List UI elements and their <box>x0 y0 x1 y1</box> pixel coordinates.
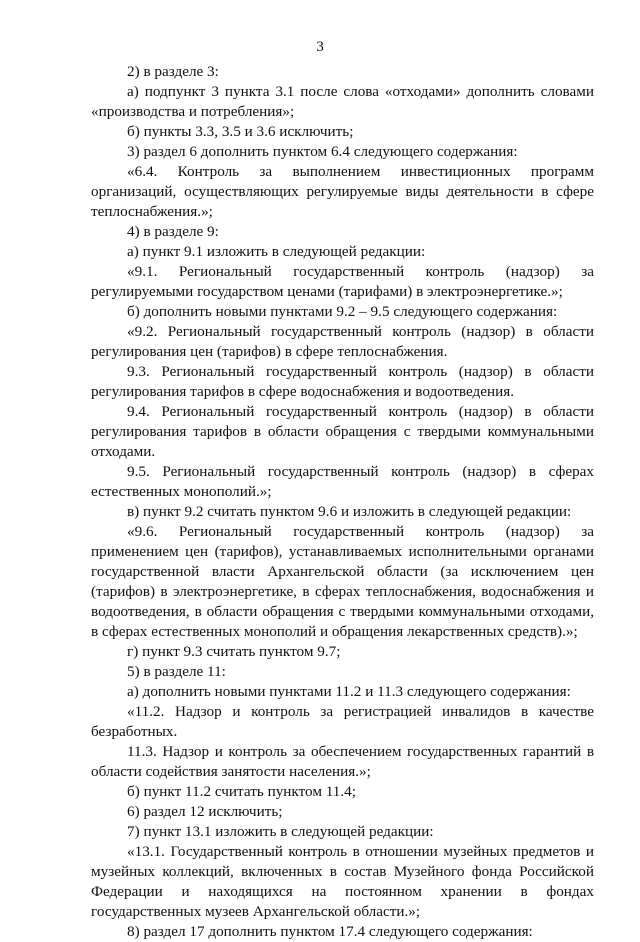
document-body <box>91 62 594 942</box>
paragraph: в) пункт 9.2 считать пунктом 9.6 и изложить в следующей редакции: <box>127 503 572 520</box>
paragraph: «9.2. Региональный государственный контроль (надзор) в области регулирования цен (тарифов) в сфере теплоснабжения. <box>91 323 594 360</box>
paragraph: 6) раздел 12 исключить; <box>127 803 283 820</box>
paragraph: 2) в разделе 3: <box>127 63 219 80</box>
paragraph: а) пункт 9.1 изложить в следующей редакции: <box>127 243 426 260</box>
paragraph: 7) пункт 13.1 изложить в следующей редакции: <box>127 823 434 840</box>
paragraph: г) пункт 9.3 считать пунктом 9.7; <box>127 643 341 660</box>
paragraph: а) подпункт 3 пункта 3.1 после слова «отходами» дополнить словами «производства и потребления»; <box>91 83 594 120</box>
paragraph: 9.5. Региональный государственный контроль (надзор) в сферах естественных монополий.»; <box>91 463 594 500</box>
paragraph: 4) в разделе 9: <box>127 223 219 240</box>
paragraph: 8) раздел 17 дополнить пунктом 17.4 следующего содержания: <box>127 923 533 940</box>
paragraph: «9.1. Региональный государственный контроль (надзор) за регулируемыми государством ценами (тарифами) в электроэнергетике.»; <box>91 263 594 300</box>
paragraph: 9.4. Региональный государственный контроль (надзор) в области регулирования тарифов в области обращения с твердыми коммунальными отходами. <box>91 403 594 460</box>
paragraph: 11.3. Надзор и контроль за обеспечением государственных гарантий в области содействия занятости населения.»; <box>91 743 594 780</box>
paragraph: 5) в разделе 11: <box>127 663 226 680</box>
paragraph: 9.3. Региональный государственный контроль (надзор) в области регулирования тарифов в сфере водоснабжения и водоотведения. <box>91 363 594 400</box>
paragraph: б) пункты 3.3, 3.5 и 3.6 исключить; <box>127 123 354 140</box>
paragraph: «6.4. Контроль за выполнением инвестиционных программ организаций, осуществляющих регулируемые виды деятельности в сфере теплоснабжения.»; <box>91 163 594 220</box>
paragraph: б) пункт 11.2 считать пунктом 11.4; <box>127 783 356 800</box>
paragraph: «9.6. Региональный государственный контроль (надзор) за применением цен (тарифов), устанавливаемых исполнительными органами государственной власти Архангельской области (за исключением цен (тарифов) в электроэнергетике, в сферах теплоснабжения, водоснабжения и водоотведения, в области обращения с твердыми коммунальными отходами, в сферах естественных монополий и обращения лекарственных средств).»; <box>91 523 594 640</box>
page-number: 3 <box>316 38 324 55</box>
paragraph: б) дополнить новыми пунктами 9.2 – 9.5 следующего содержания: <box>127 303 558 320</box>
paragraph: «11.2. Надзор и контроль за регистрацией инвалидов в качестве безработных. <box>91 703 594 740</box>
paragraph: 3) раздел 6 дополнить пунктом 6.4 следующего содержания: <box>127 143 518 160</box>
paragraph: «13.1. Государственный контроль в отношении музейных предметов и музейных коллекций, включенных в состав Музейного фонда Российской Федерации и находящихся на постоянном хранении в фондах государственных музеев Архангельской области.»; <box>91 843 594 920</box>
paragraph: а) дополнить новыми пунктами 11.2 и 11.3 следующего содержания: <box>127 683 571 700</box>
